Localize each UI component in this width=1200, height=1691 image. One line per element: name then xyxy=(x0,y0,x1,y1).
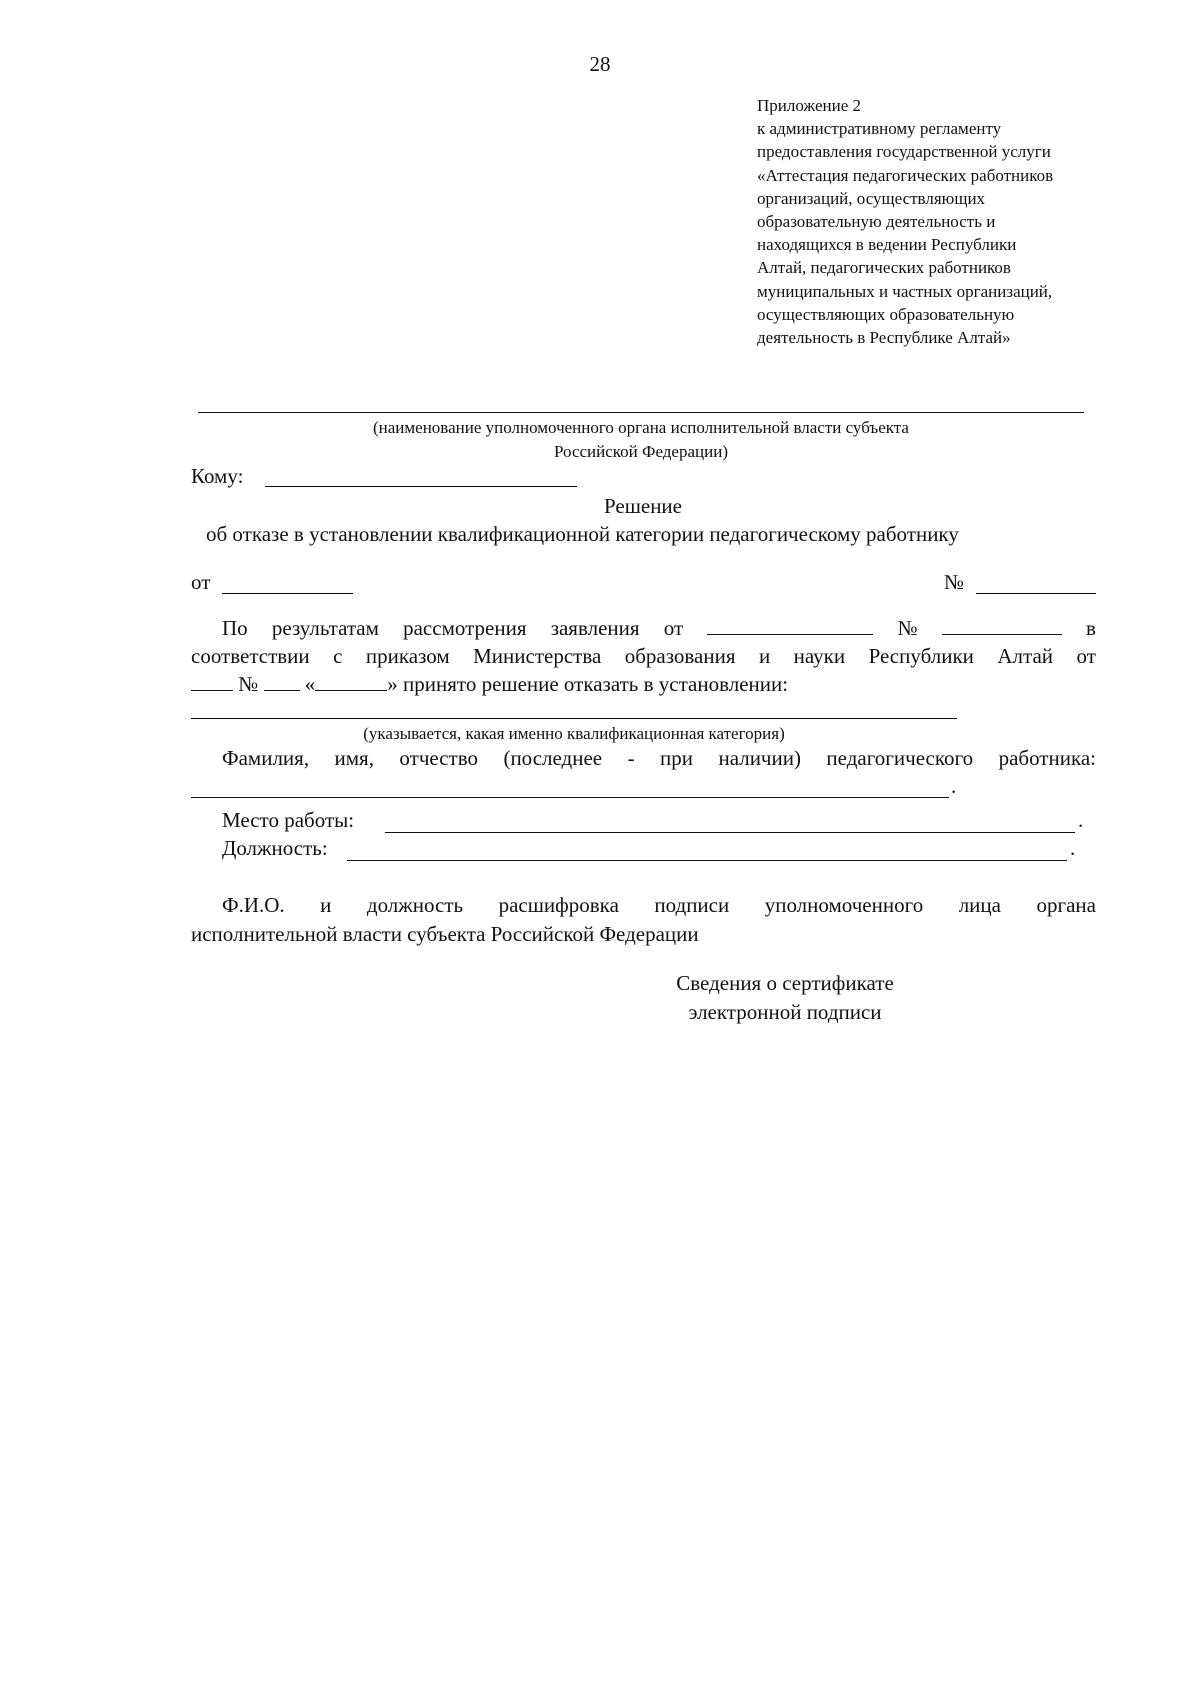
decision-subtitle: об отказе в установлении квалификационной категории педагогическому работнику xyxy=(206,522,959,546)
appendix-line: осуществляющих образовательную xyxy=(757,304,1015,324)
signature-line1 xyxy=(222,893,1096,918)
word: Республики xyxy=(868,644,974,668)
authority-caption-line2: Российской Федерации) xyxy=(554,442,728,461)
quote-open: « xyxy=(304,672,316,696)
position-period: . xyxy=(1070,836,1076,860)
word: № xyxy=(238,672,259,696)
page-number: 28 xyxy=(589,52,611,76)
word: и xyxy=(758,644,771,668)
word: должность xyxy=(366,893,464,917)
order-name-blank xyxy=(315,672,387,691)
word: от xyxy=(1076,644,1096,668)
workplace-blank-line xyxy=(385,832,1075,833)
position-blank-line xyxy=(347,860,1067,861)
appendix-line: организаций, осуществляющих xyxy=(757,188,986,208)
appendix-line: «Аттестация педагогических работников xyxy=(757,165,1054,185)
fio-blank-line xyxy=(191,797,949,798)
to-blank-line xyxy=(265,486,577,487)
word: и xyxy=(320,893,332,917)
word: результатам xyxy=(271,616,379,640)
word: в xyxy=(1086,616,1096,640)
date-prefix: от xyxy=(191,570,211,594)
certificate-line1: Сведения о сертификате xyxy=(676,971,894,995)
date-blank-line xyxy=(222,593,353,594)
word: наличии) xyxy=(718,746,801,770)
fio-period: . xyxy=(951,774,957,798)
word: № xyxy=(897,616,918,640)
workplace-label: Место работы: xyxy=(222,808,355,832)
word: с xyxy=(333,644,343,668)
appendix-line: образовательную деятельность и xyxy=(757,212,996,232)
appendix-line: деятельность в Республике Алтай» xyxy=(757,328,1011,348)
number-sign: № xyxy=(944,570,965,594)
word: при xyxy=(660,746,694,770)
category-caption: (указывается, какая именно квалификационная категория) xyxy=(363,724,785,743)
word: рассмотрения xyxy=(403,616,527,640)
paragraph-tail: » принято решение отказать в установлении: xyxy=(387,672,789,696)
appendix-line: муниципальных и частных организаций, xyxy=(757,281,1053,301)
word: По xyxy=(222,616,248,640)
authority-caption-line1: (наименование уполномоченного органа исполнительной власти субъекта xyxy=(373,418,909,437)
fio-line xyxy=(222,746,1096,771)
word: подписи xyxy=(654,893,730,917)
number-blank-line xyxy=(976,593,1096,594)
word: образования xyxy=(624,644,736,668)
word: (последнее xyxy=(503,746,603,770)
appendix-line: предоставления государственной услуги xyxy=(757,142,1051,162)
word: отчество xyxy=(399,746,478,770)
paragraph-line2 xyxy=(191,644,1096,669)
appendix-line: Приложение 2 xyxy=(757,96,861,115)
word: Министерства xyxy=(473,644,602,668)
word: лица xyxy=(958,893,1001,917)
application-date-blank xyxy=(707,616,873,635)
word: органа xyxy=(1036,893,1096,917)
word: Алтай xyxy=(997,644,1054,668)
word: Ф.И.О. xyxy=(222,893,285,917)
word: расшифровка xyxy=(498,893,619,917)
order-number-blank xyxy=(264,672,300,691)
decision-title: Решение xyxy=(603,494,682,518)
word: приказом xyxy=(365,644,450,668)
to-label: Кому: xyxy=(191,464,244,488)
word: соответствии xyxy=(191,644,310,668)
paragraph-line3 xyxy=(191,672,788,697)
category-blank-line xyxy=(191,718,957,719)
appendix-line: находящихся в ведении Республики xyxy=(757,235,1017,255)
word: работника: xyxy=(998,746,1096,770)
word: науки xyxy=(793,644,846,668)
application-number-blank xyxy=(942,616,1062,635)
word: - xyxy=(627,746,635,770)
authority-blank-line xyxy=(198,412,1084,413)
workplace-period: . xyxy=(1078,808,1084,832)
appendix-line: к административному регламенту xyxy=(757,119,1002,139)
order-date-blank xyxy=(191,672,233,691)
word: Фамилия, xyxy=(222,746,310,770)
appendix-line: Алтай, педагогических работников xyxy=(757,258,1011,278)
word: педагогического xyxy=(826,746,974,770)
word: заявления xyxy=(550,616,640,640)
word: имя, xyxy=(334,746,374,770)
position-label: Должность: xyxy=(222,836,328,860)
paragraph-line1 xyxy=(222,616,1096,641)
word: от xyxy=(663,616,684,640)
appendix-header xyxy=(757,94,1053,349)
word: уполномоченного xyxy=(764,893,924,917)
certificate-line2: электронной подписи xyxy=(688,1000,882,1024)
signature-line2: исполнительной власти субъекта Российской Федерации xyxy=(191,922,699,946)
